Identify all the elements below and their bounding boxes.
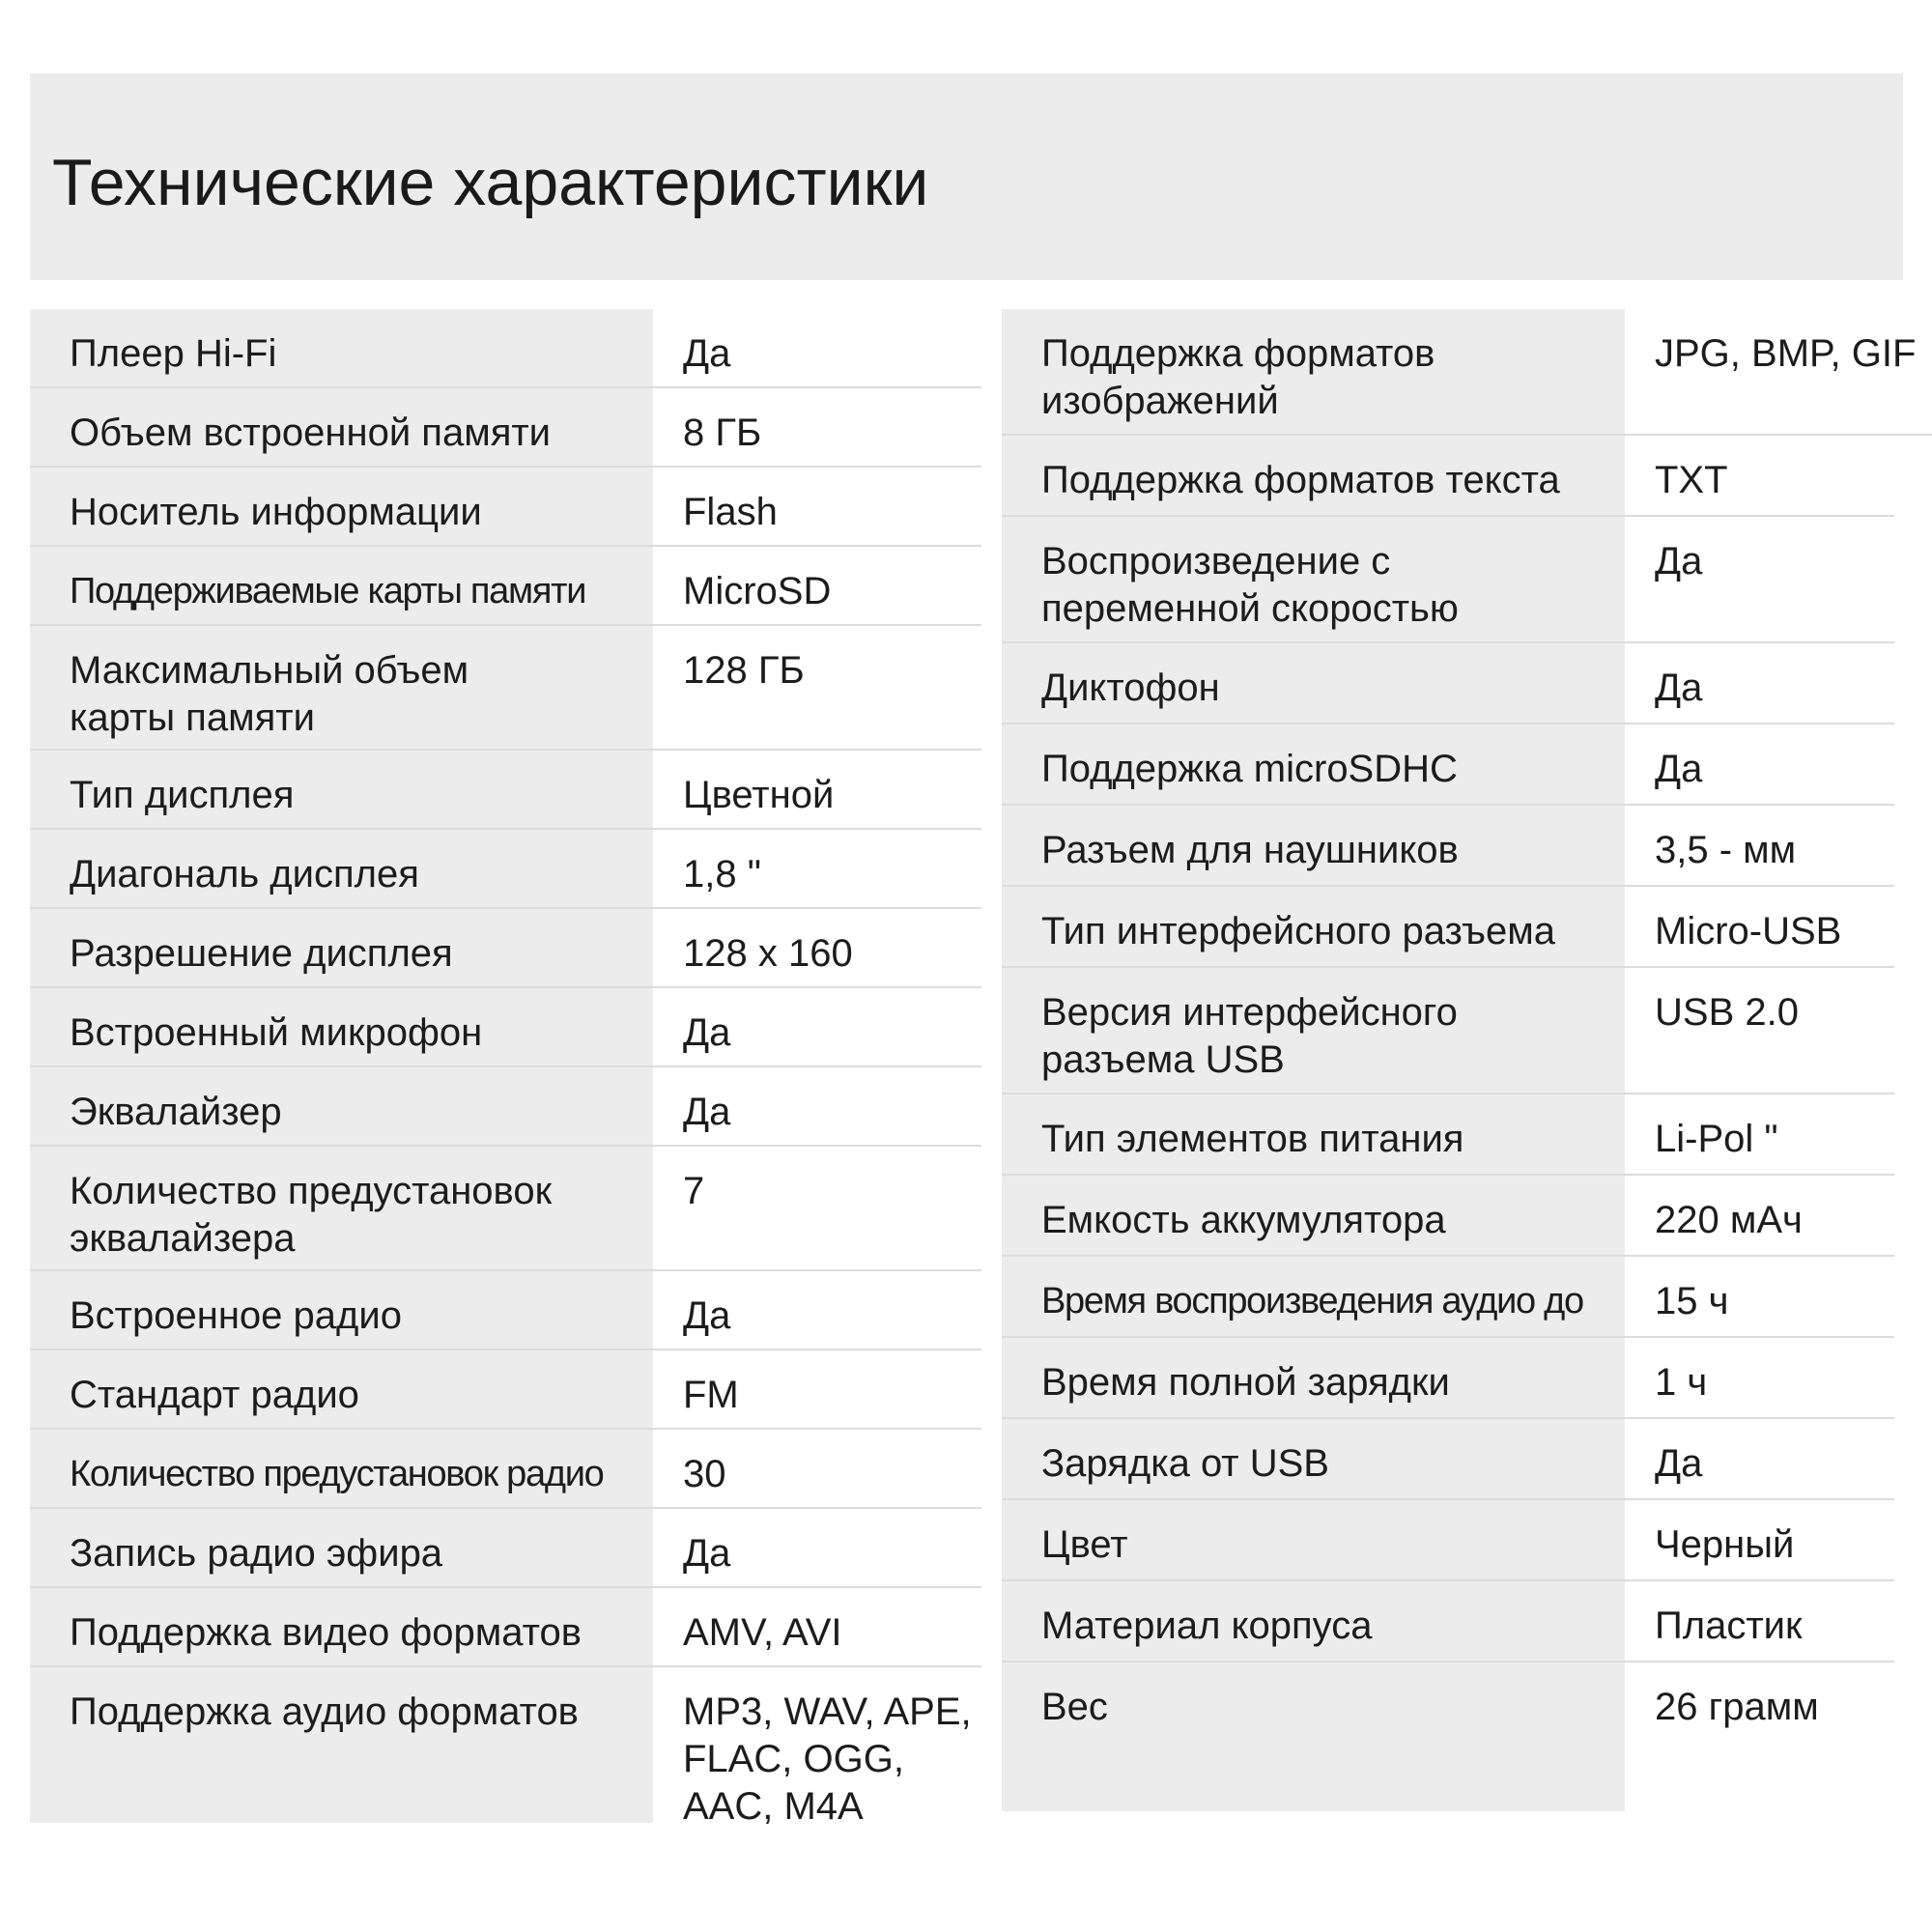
spec-row	[30, 1588, 981, 1667]
spec-label: Тип дисплея	[70, 774, 295, 816]
spec-row	[30, 1067, 981, 1147]
spec-value: Да	[683, 1294, 731, 1337]
spec-label: Разрешение дисплея	[70, 932, 453, 975]
spec-value: AMV, AVI	[683, 1611, 842, 1654]
spec-row	[1002, 1338, 1894, 1419]
spec-label: Запись радио эфира	[70, 1532, 443, 1575]
spec-label: Эквалайзер	[70, 1091, 282, 1133]
spec-label: Поддерживаемые карты памяти	[70, 571, 586, 611]
spec-value: Да	[1655, 748, 1703, 790]
spec-value: 220 мАч	[1655, 1199, 1803, 1241]
spec-value: MicroSD	[683, 570, 832, 612]
spec-label: Поддержка видео форматов	[70, 1611, 582, 1654]
spec-label: Поддержка аудио форматов	[70, 1690, 579, 1733]
spec-label: Поддержка форматов изображений	[1041, 332, 1435, 422]
spec-row	[1002, 1581, 1894, 1662]
spec-label: Емкость аккумулятора	[1041, 1199, 1446, 1241]
spec-label: Время воспроизведения аудио до	[1041, 1281, 1583, 1321]
spec-label: Количество предустановок радио	[70, 1454, 604, 1494]
spec-value: Да	[1655, 1442, 1703, 1485]
spec-label: Встроенный микрофон	[70, 1011, 483, 1054]
spec-value: 26 грамм	[1655, 1686, 1819, 1728]
spec-label: Встроенное радио	[70, 1294, 402, 1337]
spec-label: Стандарт радио	[70, 1374, 359, 1416]
page-title: Технические характеристики	[52, 146, 929, 219]
spec-value: Да	[683, 1532, 731, 1575]
spec-label: Время полной зарядки	[1041, 1361, 1450, 1404]
spec-label: Диагональ дисплея	[70, 853, 419, 895]
spec-value: Да	[683, 1011, 731, 1054]
spec-label: Носитель информации	[70, 491, 482, 533]
spec-row	[30, 988, 981, 1067]
spec-label: Зарядка от USB	[1041, 1442, 1329, 1485]
spec-label: Цвет	[1041, 1523, 1128, 1566]
spec-row	[30, 751, 981, 830]
spec-row	[1002, 309, 1932, 436]
spec-row	[1002, 806, 1894, 887]
spec-row	[30, 909, 981, 988]
spec-value: FM	[683, 1374, 739, 1416]
spec-value: Да	[683, 1091, 731, 1133]
spec-value: Да	[1655, 540, 1703, 582]
spec-value: 30	[683, 1453, 726, 1495]
spec-row	[1002, 1662, 1894, 1821]
spec-value: 128 x 160	[683, 932, 853, 975]
spec-row	[30, 1271, 981, 1350]
spec-row	[30, 1430, 981, 1509]
spec-label: Максимальный объем карты памяти	[70, 649, 469, 739]
spec-value: Да	[1655, 667, 1703, 709]
spec-label: Материал корпуса	[1041, 1605, 1373, 1647]
spec-value: USB 2.0	[1655, 991, 1799, 1034]
spec-value: 3,5 - мм	[1655, 829, 1797, 871]
spec-value: 7	[683, 1170, 705, 1212]
spec-row	[30, 1667, 981, 1871]
spec-label: Диктофон	[1041, 667, 1220, 709]
spec-row	[1002, 968, 1894, 1094]
spec-row	[1002, 887, 1894, 968]
spec-table-right	[1002, 309, 1932, 1811]
title-banner	[30, 73, 1903, 280]
spec-label: Разъем для наушников	[1041, 829, 1459, 871]
spec-row	[30, 547, 981, 626]
spec-value: Li-Pol "	[1655, 1118, 1778, 1160]
spec-value: 128 ГБ	[683, 649, 805, 692]
spec-label: Поддержка форматов текста	[1041, 459, 1560, 501]
spec-table-left	[30, 309, 981, 1828]
spec-label: Тип интерфейсного разъема	[1041, 910, 1555, 952]
spec-row	[1002, 1094, 1894, 1176]
spec-value: 8 ГБ	[683, 412, 762, 454]
spec-value: Черный	[1655, 1523, 1795, 1566]
spec-value: Micro-USB	[1655, 910, 1842, 952]
spec-row	[1002, 436, 1894, 517]
spec-value: TXT	[1655, 459, 1728, 501]
spec-value: Пластик	[1655, 1605, 1803, 1647]
spec-label: Объем встроенной памяти	[70, 412, 552, 454]
spec-row	[1002, 1176, 1894, 1257]
spec-value: JPG, BMP, GIF	[1655, 332, 1917, 375]
spec-label: Количество предустановок эквалайзера	[70, 1170, 553, 1260]
spec-value: 15 ч	[1655, 1280, 1729, 1322]
spec-row	[30, 468, 981, 547]
spec-value: MP3, WAV, APE, FLAC, OGG, AAC, M4A	[683, 1690, 972, 1828]
spec-value: Цветной	[683, 774, 835, 816]
spec-row	[30, 309, 981, 388]
spec-row	[30, 830, 981, 909]
spec-value: Да	[683, 332, 731, 375]
spec-row	[1002, 1419, 1894, 1500]
spec-row	[30, 388, 981, 468]
spec-row	[1002, 724, 1894, 806]
spec-row	[30, 1350, 981, 1430]
spec-label: Тип элементов питания	[1041, 1118, 1464, 1160]
spec-value: 1,8 "	[683, 853, 761, 895]
spec-row	[30, 1147, 981, 1271]
spec-row	[30, 626, 981, 751]
spec-row	[1002, 1257, 1894, 1338]
spec-row	[30, 1509, 981, 1588]
spec-label: Плеер Hi-Fi	[70, 332, 277, 375]
spec-row	[1002, 517, 1894, 643]
spec-row	[1002, 1500, 1894, 1581]
spec-value: 1 ч	[1655, 1361, 1708, 1404]
spec-label: Версия интерфейсного разъема USB	[1041, 991, 1458, 1081]
spec-value: Flash	[683, 491, 778, 533]
spec-label: Вес	[1041, 1686, 1108, 1728]
spec-label: Воспроизведение с переменной скоростью	[1041, 540, 1459, 630]
spec-row	[1002, 643, 1894, 724]
spec-label: Поддержка microSDHC	[1041, 748, 1458, 790]
